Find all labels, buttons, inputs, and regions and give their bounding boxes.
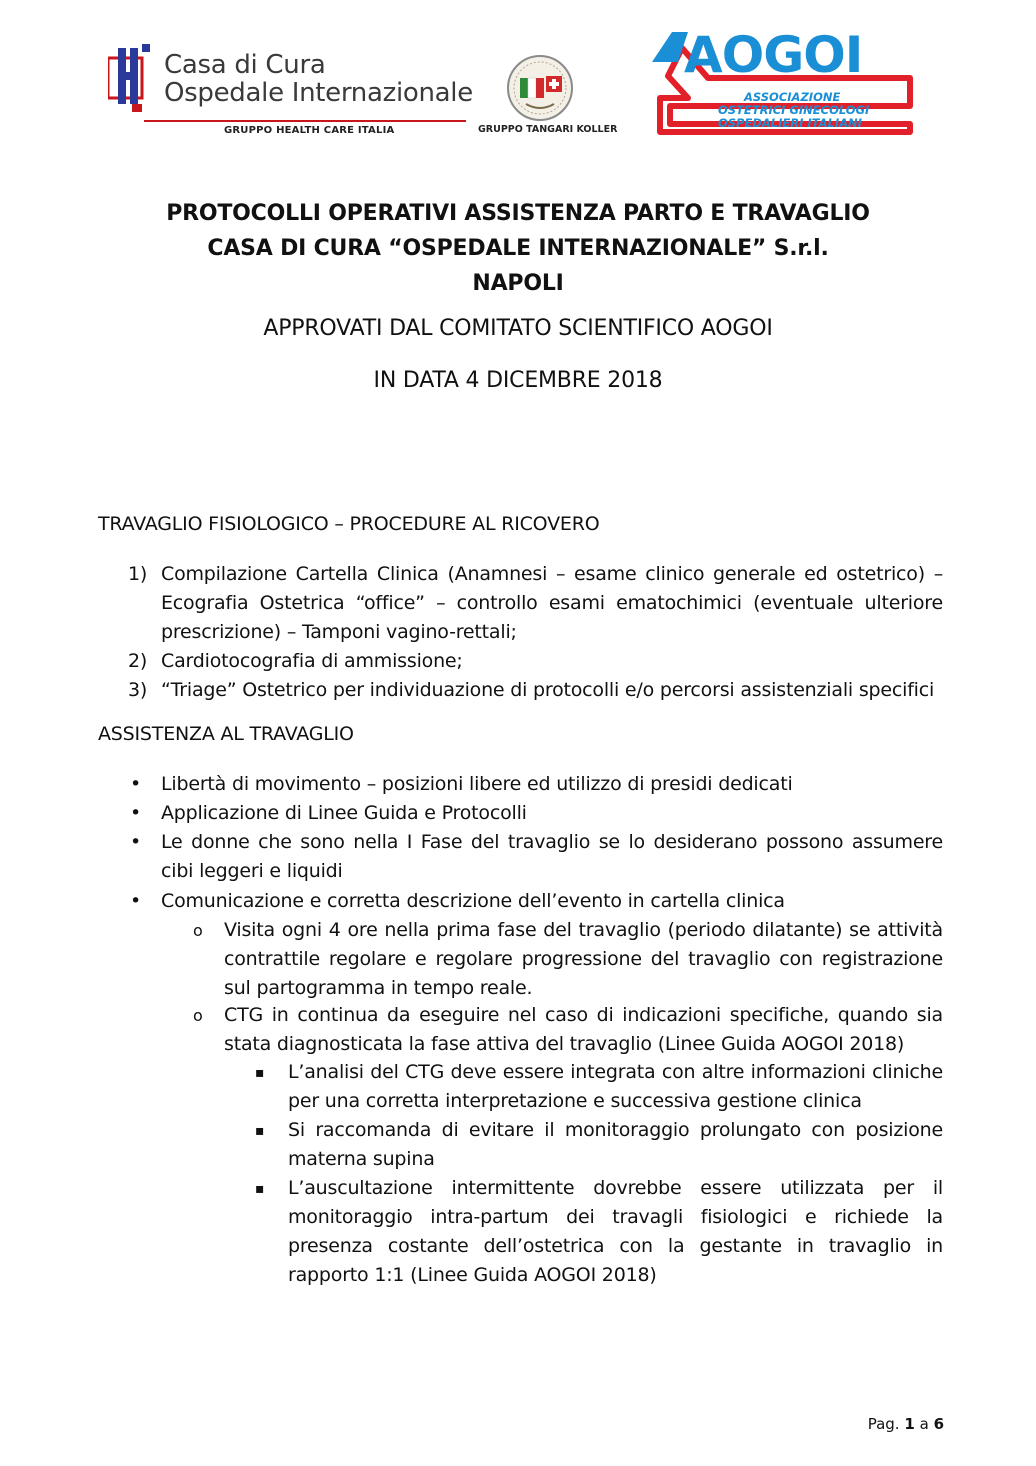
sub-sub-bullet-item — [255, 1116, 943, 1174]
list-item — [128, 676, 943, 705]
document-title — [0, 196, 1036, 301]
list-item — [128, 560, 943, 647]
hospital-name-line2: Ospedale Internazionale — [164, 78, 473, 108]
section-heading-labour-care: ASSISTENZA AL TRAVAGLIO — [98, 723, 354, 745]
aogoi-tagline-2: OSTETRICI GINECOLOGI — [718, 103, 870, 117]
aogoi-wordmark: AOGOI — [684, 26, 863, 84]
page-current: 1 — [904, 1415, 915, 1433]
bullet-text: Libertà di movimento – posizioni libere ed utilizzo di presidi dedicati — [161, 773, 793, 795]
list-item-text: Cardiotocografia di ammissione; — [161, 650, 463, 672]
list-number: 2) — [128, 650, 148, 672]
square-bullet-icon: ▪ — [255, 1181, 265, 1197]
square-bullet-icon: ▪ — [255, 1065, 265, 1081]
tangari-koller-logo — [478, 52, 618, 142]
page-total: 6 — [933, 1415, 944, 1433]
bullet-icon: • — [130, 773, 142, 795]
bullet-text: Comunicazione e corretta descrizione dell’evento in cartella clinica — [161, 890, 785, 912]
bullet-icon: • — [130, 802, 142, 824]
sub-sub-bullet-text: L’analisi del CTG deve essere integrata con altre informazioni cliniche per una corretta interpretazione e successiva gestione clinica — [288, 1061, 943, 1112]
hollow-bullet-icon: o — [193, 921, 203, 940]
sub-sub-bullet-text: L’auscultazione intermittente dovrebbe essere utilizzata per il monitoraggio intra-partum dei travagli fisiologici e richiede la presenza costante dell’ostetrica con la gestante in travaglio in rapporto 1:1 (Linee Guida AOGOI 2018) — [288, 1177, 943, 1286]
hospital-logo — [108, 40, 473, 140]
section-heading-procedures: TRAVAGLIO FISIOLOGICO – PROCEDURE AL RICOVERO — [98, 513, 600, 535]
list-number: 1) — [128, 563, 148, 585]
flags-seal-icon — [506, 54, 574, 122]
page-sep: a — [919, 1415, 929, 1433]
tk-group-label: GRUPPO TANGARI KOLLER — [478, 124, 618, 135]
list-item-text: “Triage” Ostetrico per individuazione di protocolli e/o percorsi assistenziali specifici — [161, 679, 935, 701]
bullet-icon: • — [130, 890, 142, 912]
bullet-item — [130, 770, 943, 799]
list-number: 3) — [128, 679, 148, 701]
aogoi-logo — [648, 28, 918, 142]
hollow-bullet-icon: o — [193, 1006, 203, 1025]
hospital-group-label: GRUPPO HEALTH CARE ITALIA — [224, 125, 395, 136]
sub-sub-bullet-text: Si raccomanda di evitare il monitoraggio prolungato con posizione materna supina — [288, 1119, 943, 1170]
title-line-1: PROTOCOLLI OPERATIVI ASSISTENZA PARTO E TRAVAGLIO — [166, 201, 870, 226]
page-prefix: Pag. — [867, 1415, 900, 1433]
sub-bullet-item — [193, 916, 943, 1003]
sub-bullet-text: CTG in continua da eseguire nel caso di indicazioni specifiche, quando sia stata diagnosticata la fase attiva del travaglio (Linee Guida AOGOI 2018) — [224, 1004, 943, 1055]
sub-bullet-text: Visita ogni 4 ore nella prima fase del travaglio (periodo dilatante) se attività contrattile regolare e regolare progressione del travaglio con registrazione sul partogramma in tempo reale. — [224, 919, 943, 999]
sub-sub-bullet-item — [255, 1174, 943, 1290]
sub-bullet-item — [193, 1001, 943, 1059]
sub-sub-bullet-item — [255, 1058, 943, 1116]
bullet-text: Le donne che sono nella I Fase del travaglio se lo desiderano possono assumere cibi leggeri e liquidi — [161, 831, 943, 882]
list-item — [128, 647, 943, 676]
square-bullet-icon: ▪ — [255, 1123, 265, 1139]
hospital-name-line1: Casa di Cura — [164, 50, 326, 80]
approval-date: IN DATA 4 DICEMBRE 2018 — [373, 368, 663, 393]
bullet-text: Applicazione di Linee Guida e Protocolli — [161, 802, 527, 824]
aogoi-tagline-1: ASSOCIAZIONE — [744, 90, 841, 104]
bullet-item — [130, 828, 943, 886]
title-line-2: CASA DI CURA “OSPEDALE INTERNAZIONALE” S.r.l. — [207, 236, 829, 261]
approval-line: APPROVATI DAL COMITATO SCIENTIFICO AOGOI — [263, 316, 773, 341]
page-number — [868, 1415, 944, 1433]
bullet-icon: • — [130, 831, 142, 853]
aogoi-tagline-3: OSPEDALIERI ITALIANI — [718, 116, 862, 130]
bullet-item — [130, 887, 943, 916]
divider — [144, 120, 466, 122]
bullet-item — [130, 799, 943, 828]
hospital-h-icon — [108, 44, 152, 112]
title-line-3: NAPOLI — [472, 271, 564, 296]
list-item-text: Compilazione Cartella Clinica (Anamnesi – esame clinico generale ed ostetrico) – Ecografia Ostetrica “office” – controllo esami ematochimici (eventuale ulteriore prescrizione) – Tamponi vagino-rettali; — [161, 563, 943, 643]
